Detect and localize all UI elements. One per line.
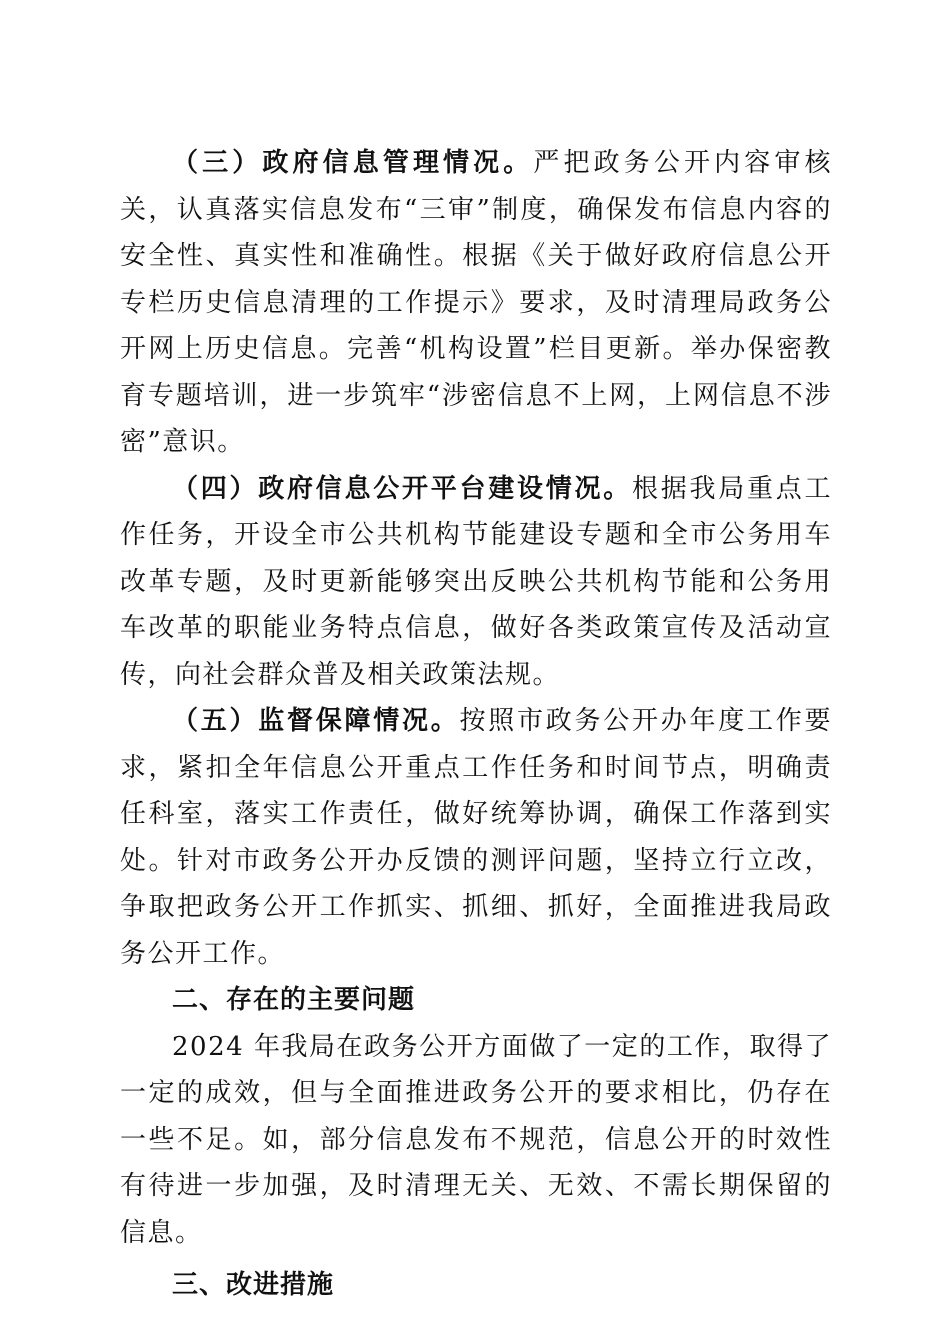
paragraph-text: 严把政务公开内容审核关，认真落实信息发布“三审”制度，确保发布信息内容的安全性、真实性和准确性。根据《关于做好政府信息公开专栏历史信息清理的工作提示》要求，及时清理局政务公开网上历史信息。完善“机构设置”栏目更新。举办保密教育专题培训，进一步筑牢“涉密信息不上网，上网信息不涉密”意识。	[120, 148, 832, 457]
paragraph-text: 根据我局重点工作任务，开设全市公共机构节能建设专题和全市公务用车改革专题，及时更新能够突出反映公共机构节能和公务用车改革的职能业务特点信息，做好各类政策宣传及活动宣传，向社会群众普及相关政策法规。	[120, 473, 832, 690]
section-heading-improvements: 三、改进措施	[172, 1270, 335, 1300]
section-heading-problems: 二、存在的主要问题	[172, 985, 416, 1015]
paragraph-text: 按照市政务公开办年度工作要求，紧扣全年信息公开重点工作任务和时间节点，明确责任科室，落实工作责任，做好统筹协调，确保工作落到实处。针对市政务公开办反馈的测评问题，坚持立行立改，争取把政务公开工作抓实、抓细、抓好，全面推进我局政务公开工作。	[120, 706, 832, 969]
paragraph-problems: 2024 年我局在政务公开方面做了一定的工作，取得了一定的成效，但与全面推进政务公开的要求相比，仍存在一些不足。如，部分信息发布不规范，信息公开的时效性有待进一步加强，及时清理无关、无效、不需长期保留的信息。	[120, 1031, 832, 1248]
paragraph-lead: （五）监督保障情况。	[172, 706, 460, 736]
document-body	[120, 140, 832, 1309]
paragraph-supervision	[120, 698, 832, 977]
paragraph-lead: （四）政府信息公开平台建设情况。	[172, 473, 632, 504]
paragraph-platform-construction	[120, 466, 832, 699]
paragraph-info-management	[120, 140, 832, 466]
paragraph-lead: （三）政府信息管理情况。	[172, 148, 534, 178]
